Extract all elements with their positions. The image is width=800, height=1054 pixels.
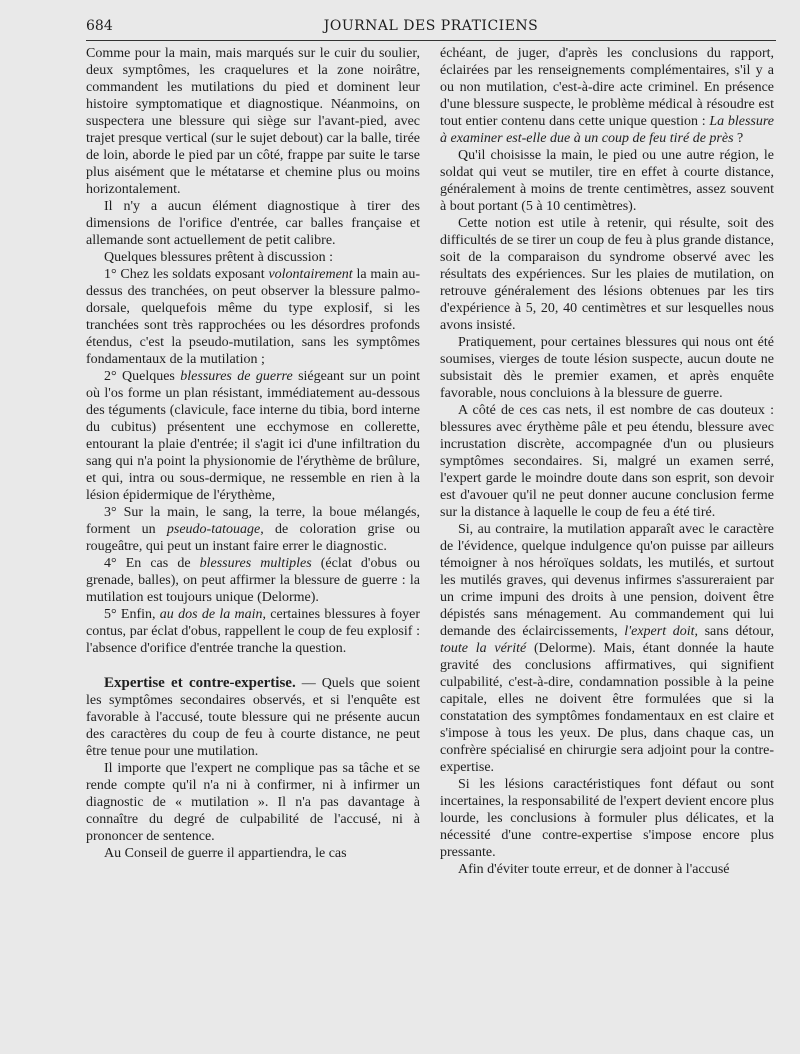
list-item-4: 4° En cas de blessures multiples (éclat d'obus ou grenade, balles), on peut affirmer la blessure de guerre : la mutilation est toujours unique (Delorme). [86,556,420,605]
page-header [86,14,776,41]
left-column [86,45,420,862]
paragraph: échéant, de juger, d'après les conclusions du rapport, éclairées par les renseignements complémentaires, s'il y a ou non mutilation, c'est-à-dire acte criminel. En présence d'une blessure suspecte, le problème médical à résoudre est tout entier contenu dans cette unique question : La blessure à examiner est-elle due à un coup de feu tiré de près ? [440,46,775,146]
paragraph: Cette notion est utile à retenir, qui résulte, soit des difficultés de se tirer un coup de feu à plus grande distance, soit de la comparaison du syndrome observé avec les résultats des expériences. Sur les plaies de mutilation, on retrouve généralement des lésions obtenues par les tirs d'expérience à 5, 20, 40 centimètres et sur lesquelles nous avons insisté. [440,216,774,333]
list-item-3: 3° Sur la main, le sang, la terre, la boue mélangés, forment un pseudo-tatouage, de coloration grise ou rougeâtre, qui peut un instant faire errer le diagnostic. [86,505,420,554]
paragraph: A côté de ces cas nets, il est nombre de cas douteux : blessures avec érythème pâle et peu étendu, blessure avec incrustation discrète, accompagnée d'un ou plusieurs symptômes secondaires. Si, malgré un examen serré, l'expert garde le moindre doute dans son esprit, son devoir est d'avouer qu'il ne peut donner aucune conclusion ferme sur la distance à laquelle le coup de feu a été tiré. [440,403,774,520]
paragraph: Il importe que l'expert ne complique pas sa tâche et se rende compte qu'il n'a ni à confirmer, ni à infirmer un diagnostic de « mutilation ». Il n'a pas davantage à connaître du degré de culpabilité de l'accusé, ni à prononcer de sentence. [86,761,420,844]
section-paragraph: Expertise et contre-expertise. — Quels que soient les symptômes secondaires observés, et si l'enquête est favorable à l'accusé, toute blessure qui ne présente aucun des caractères du coup de feu à courte distance, ne peut être tenue pour une mutilation. [86,675,420,759]
paragraph: Il n'y a aucun élément diagnostique à tirer des dimensions de l'orifice d'entrée, car balles française et allemande sont actuellement de petit calibre. [86,199,420,248]
paragraph: Quelques blessures prêtent à discussion : [104,250,334,265]
page-number: 684 [86,18,113,34]
section-heading: Expertise et contre-expertise. [104,675,296,691]
paragraph: Si les lésions caractéristiques font défaut ou sont incertaines, la responsabilité de l'expert devient encore plus lourde, les conclusions à formuler plus délicates, et la nécessité d'une contre-expertise s'impose encore plus pressante. [440,777,774,860]
list-item-1: 1° Chez les soldats exposant volontairement la main au-dessus des tranchées, on peut observer la blessure palmo-dorsale, quelquefois même du type explosif, si les tranchées sont très rapprochées ou les désordres profonds étendus, c'est la pseudo-mutilation, sans les symptômes fondamentaux de la mutilation ; [86,267,420,367]
paragraph: Au Conseil de guerre il appartiendra, le cas [104,846,347,861]
right-column [440,45,774,878]
paragraph: Pratiquement, pour certaines blessures qui nous ont été soumises, vierges de toute lésion suspecte, aucun doute ne subsistait dès le premier examen, et après enquête favorable, nous concluions à la blessure de guerre. [440,335,774,401]
paragraph: Si, au contraire, la mutilation apparaît avec le caractère de l'évidence, quelque indulgence qu'on puisse par ailleurs témoigner à nos héroïques soldats, les mutilés, et surtout les mutilés graves, qui devenus infirmes s'assureraient par un crime impuni des droits à une pension, doivent être dépistés sans ménagement. Au commandement qui lui demande des éclaircissements, l'expert doit, sans détour, toute la vérité (Delorme). Mais, étant donnée la haute gravité des conclusions affirmatives, qui signifient culpabilité, c'est-à-dire, condamnation possible à la peine capitale, elles ne doivent être formulées que si la constatation des symptômes fondamentaux en est claire et s'impose à tous les yeux. De plus, dans chaque cas, un confrère spécialisé en chirurgie sera adjoint pour la contre-expertise. [440,522,774,775]
list-item-5: 5° Enfin, au dos de la main, certaines blessures à foyer contus, par éclat d'obus, rappellent le coup de feu explosif : l'absence d'orifice d'entrée tranche la question. [86,607,420,656]
paragraph: Afin d'éviter toute erreur, et de donner à l'accusé [458,862,730,877]
paragraph: Comme pour la main, mais marqués sur le cuir du soulier, deux symptômes, les craquelures et la zone noirâtre, commandent les mutilations du pied et dominent leur histoire symptomatique et diagnostique. Néanmoins, on suspectera une blessure qui siège sur l'avant-pied, avec trajet presque vertical (sur le sujet debout) car la balle, tirée de loin, aborde le pied par un côté, frappe par suite le tarse plus aisément que le métatarse et chemine plus ou moins horizontalement. [86,46,420,197]
paragraph: Qu'il choisisse la main, le pied ou une autre région, le soldat qui veut se mutiler, tire en effet à courte distance, généralement à moins de trente centimètres, assez souvent à bout portant (5 à 10 centimètres). [440,148,774,214]
running-title: JOURNAL DES PRATICIENS [323,18,539,34]
list-item-2: 2° Quelques blessures de guerre siégeant sur un point où l'os forme un plan résistant, immédiatement au-dessous des téguments (clavicule, face interne du tibia, bord interne du cubitus) présentent une ecchymose en collerette, entourant la plaie d'entrée; il s'agit ici d'une infiltration du sang qui n'a point la physionomie de l'érythème de brûlure, et qui, intra ou sous-dermique, ne ressemble en rien à la lésion épidermique de l'érythème, [86,369,421,503]
